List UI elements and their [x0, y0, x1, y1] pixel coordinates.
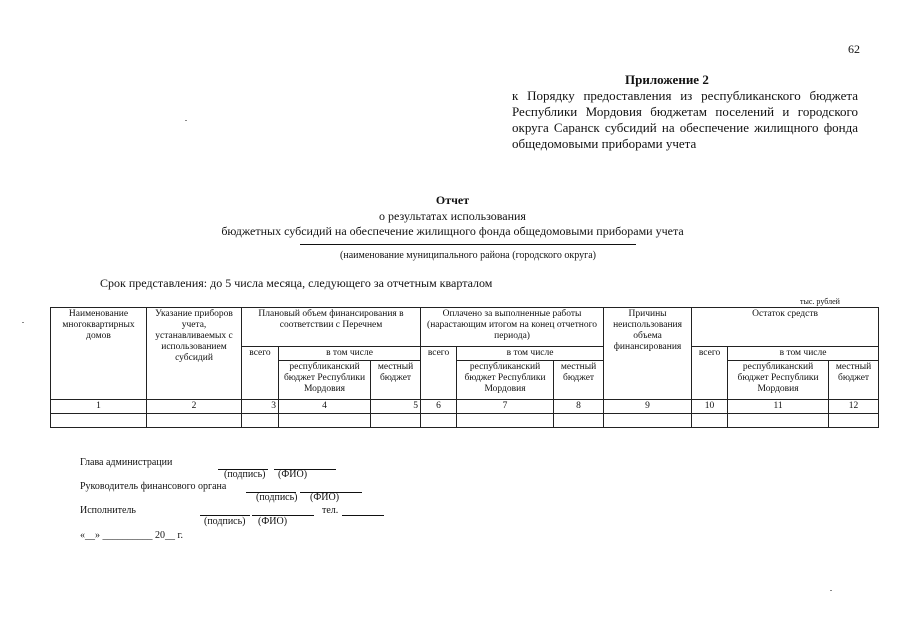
column-number: 6 [421, 400, 457, 414]
column-number: 2 [147, 400, 242, 414]
header-total-paid: всего [421, 347, 457, 400]
phone-line [342, 515, 384, 516]
column-number: 3 [242, 400, 279, 414]
header-planned-financing: Плановый объем финансирования в соответствии с Перечнем [242, 308, 421, 347]
scan-speck [830, 590, 832, 591]
page-number: 62 [848, 42, 860, 56]
header-total-balance: всего [692, 347, 728, 400]
finance-caption: (подпись) (ФИО) [256, 492, 340, 503]
report-table [50, 307, 879, 428]
header-total-planned: всего [242, 347, 279, 400]
header-rep-budget-balance: республиканский бюджет Республики Мордовия [728, 361, 829, 400]
scan-speck [185, 120, 187, 121]
column-number: 12 [829, 400, 879, 414]
finance-label: Руководитель финансового органа [80, 481, 227, 492]
header-incl-planned: в том числе [279, 347, 421, 361]
column-number: 11 [728, 400, 829, 414]
header-rep-budget-paid: республиканский бюджет Республики Мордовия [457, 361, 554, 400]
head-caption: (подпись) (ФИО) [224, 469, 308, 480]
phone-label: тел. [322, 505, 339, 516]
header-rep-budget-planned: республиканский бюджет Республики Мордовия [279, 361, 371, 400]
column-number: 1 [51, 400, 147, 414]
executor-caption: (подпись) (ФИО) [204, 516, 288, 527]
header-paid-works: Оплачено за выполненные работы (нарастающим итогом на конец отчетного периода) [421, 308, 604, 347]
header-reasons: Причины неиспользования объема финансирования [604, 308, 692, 400]
scan-speck [22, 322, 24, 323]
header-local-budget-planned: местный бюджет [371, 361, 421, 400]
column-number: 10 [692, 400, 728, 414]
appendix-title: Приложение 2 [625, 72, 709, 87]
unit-label: тыс. рублей [800, 297, 840, 306]
column-number: 7 [457, 400, 554, 414]
column-number: 9 [604, 400, 692, 414]
head-label: Глава администрации [80, 457, 173, 468]
deadline-text: Срок представления: до 5 числа месяца, следующего за отчетным кварталом [100, 276, 493, 290]
header-devices: Указание приборов учета, устанавливаемых с использованием субсидий [147, 308, 242, 400]
executor-label: Исполнитель [80, 505, 136, 516]
table-row-empty [51, 414, 879, 428]
column-number: 5 [371, 400, 421, 414]
header-house-name: Наименование многоквартирных домов [51, 308, 147, 400]
header-incl-balance: в том числе [728, 347, 879, 361]
appendix-text: к Порядку предоставления из республиканского бюджета Республики Мордовия бюджетам поселений и городского округа Саранск субсидий на обеспечение жилищного фонда общедомовыми приборами учета [512, 88, 858, 151]
report-subtitle-1: о результатах использования [379, 209, 526, 223]
report-title: Отчет [435, 193, 470, 207]
date-field: «__» __________ 20__ г. [80, 530, 183, 541]
column-number: 4 [279, 400, 371, 414]
report-subtitle-2: бюджетных субсидий на обеспечение жилищного фонда общедомовыми приборами учета [221, 224, 684, 238]
header-local-budget-balance: местный бюджет [829, 361, 879, 400]
column-number: 8 [554, 400, 604, 414]
municipality-line [300, 244, 636, 245]
municipality-note: (наименование муниципального района (городского округа) [340, 250, 596, 261]
header-incl-paid: в том числе [457, 347, 604, 361]
header-balance: Остаток средств [692, 308, 879, 347]
header-local-budget-paid: местный бюджет [554, 361, 604, 400]
